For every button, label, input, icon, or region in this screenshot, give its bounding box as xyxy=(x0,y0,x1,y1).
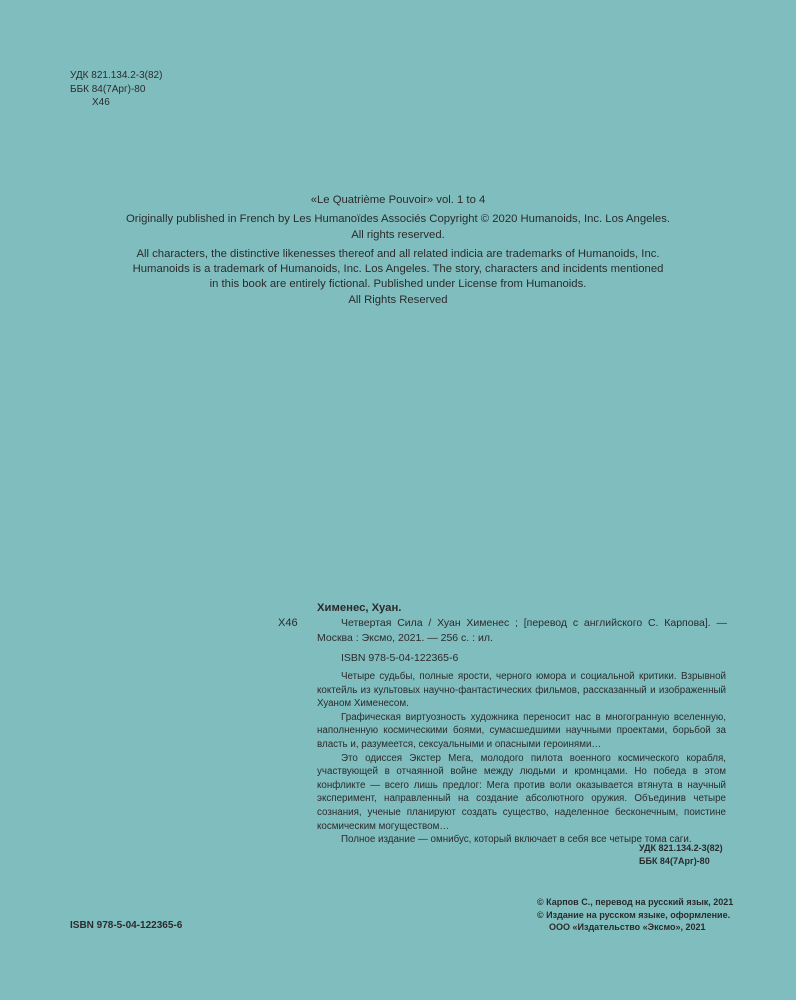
credit-line: ООО «Издательство «Эксмо», 2021 xyxy=(549,922,706,932)
udk-code: УДК 821.134.2-3(82) xyxy=(70,70,163,81)
annotation-paragraph: Это одиссея Экстер Мега, молодого пилота военного космического корабля, участвующей в отчаянной войне между людьми и кромнцами. Но победа в этом конфликте — всего лишь предлог: Мега против воли оказывается втянута в научный эксперимент, направленный на создание абсолютного оружия. Объединив четыре сознания, ученые планируют создать существо, наделенное бесконечным, поистине космическим могуществом… xyxy=(317,752,726,832)
credit-line: © Карпов С., перевод на русский язык, 2021 xyxy=(537,897,734,907)
bottom-classification xyxy=(639,842,723,868)
credit-line: © Издание на русском языке, оформление. xyxy=(537,909,731,920)
classification-block xyxy=(70,69,162,110)
author-name: Хименес, Хуан. xyxy=(317,602,402,614)
copyright-notice xyxy=(100,193,696,308)
credits xyxy=(537,896,733,934)
isbn-record: ISBN 978-5-04-122365-6 xyxy=(341,652,459,664)
bbk-code: ББК 84(7Арг)-80 xyxy=(639,856,710,866)
copyright-line: All Rights Reserved xyxy=(348,293,448,306)
copyright-line: All rights reserved. xyxy=(351,228,445,241)
annotation-paragraph: Полное издание — омнибус, который включает в себя все четыре тома саги. xyxy=(341,834,692,846)
copyright-line: in this book are entirely fictional. Published under License from Humanoids. xyxy=(209,278,587,291)
bibliographic-description: Четвертая Сила / Хуан Хименес ; [перевод с английского С. Карпова]. — Москва : Эксмо, 2021. — 256 с. : ил. xyxy=(317,617,727,644)
bbk-code: ББК 84(7Арг)-80 xyxy=(70,83,146,95)
author-mark-left: Х46 xyxy=(278,617,298,629)
copyright-line: Humanoids is a trademark of Humanoids, Inc. Los Angeles. The story, characters and incidents mentioned xyxy=(132,263,664,276)
author-mark: Х46 xyxy=(92,97,110,108)
annotation-paragraph: Графическая виртуозность художника переносит нас в многогранную вселенную, наполненную космическими боями, сумасшедшими научными проектами, борьбой за власть и, разумеется, сексуальными и опасными героинями… xyxy=(317,711,726,750)
udk-code: УДК 821.134.2-3(82) xyxy=(639,843,723,853)
isbn: ISBN 978-5-04-122365-6 xyxy=(70,920,183,931)
copyright-line: All characters, the distinctive likenesses thereof and all related indicia are trademarks of Humanoids, Inc. xyxy=(136,247,660,260)
copyright-line: Originally published in French by Les Humanoïdes Associés Copyright © 2020 Humanoids, Inc. Los Angeles. xyxy=(126,213,670,226)
bibliographic-record xyxy=(317,601,727,666)
annotation-paragraph: Четыре судьбы, полные ярости, черного юмора и социальной критики. Взрывной коктейль из культовых научно-фантастических фильмов, рассказанный и изображенный Хуаном Хименесом. xyxy=(317,671,726,710)
original-title: «Le Quatrième Pouvoir» vol. 1 to 4 xyxy=(310,194,486,206)
annotation xyxy=(317,670,726,847)
